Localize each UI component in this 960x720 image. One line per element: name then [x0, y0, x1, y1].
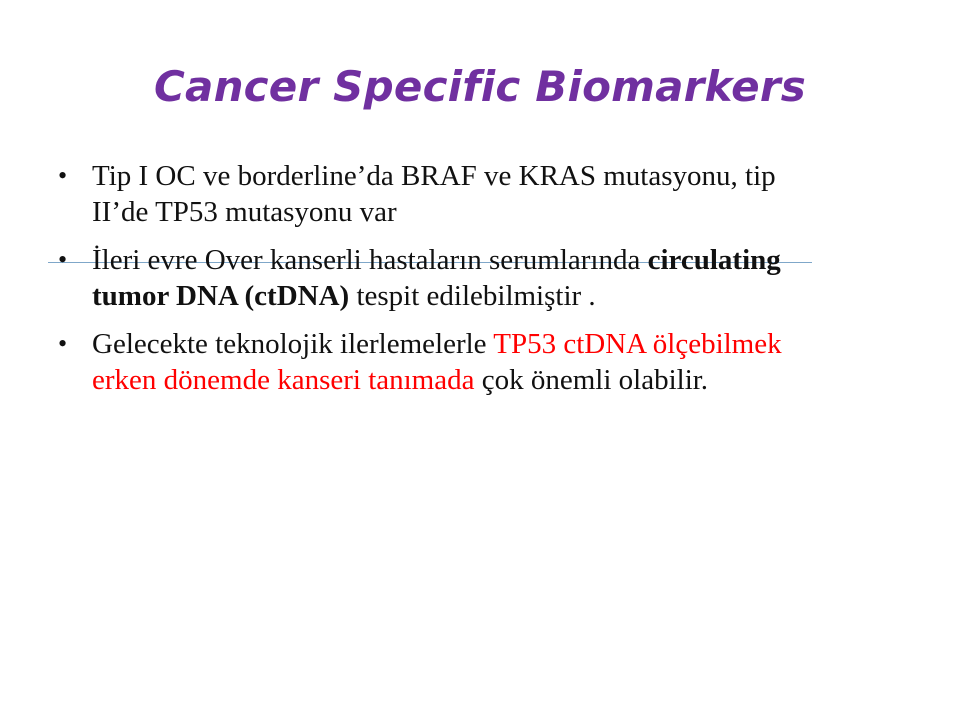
- bullet-text-3-highlight: TP53 ctDNA ölçebilmek erken dönemde kanseri tanımada: [92, 328, 782, 396]
- bullet-item-1: [58, 158, 818, 230]
- bullet-text-3-pre: Gelecekte teknolojik ilerlemelerle: [92, 328, 494, 360]
- bullet-text-3-post: çok önemli olabilir.: [474, 364, 709, 396]
- bullet-icon: •: [58, 329, 68, 358]
- bullet-text-2-pre: İleri evre Over kanserli hastaların serumlarında: [92, 244, 648, 276]
- bullet-text-2-post: tespit edilebilmiştir .: [349, 280, 596, 312]
- bullet-item-2: [58, 242, 818, 314]
- bullet-list: [58, 158, 818, 410]
- bullet-icon: •: [58, 161, 68, 190]
- bullet-item-3: [58, 326, 818, 398]
- bullet-text-1: Tip I OC ve borderline’da BRAF ve KRAS mutasyonu, tip II’de TP53 mutasyonu var: [92, 160, 776, 228]
- bullet-icon: •: [58, 245, 68, 274]
- slide-title: Cancer Specific Biomarkers: [154, 62, 806, 111]
- bullet-text-2-bold: circulating tumor DNA (ctDNA): [92, 244, 781, 312]
